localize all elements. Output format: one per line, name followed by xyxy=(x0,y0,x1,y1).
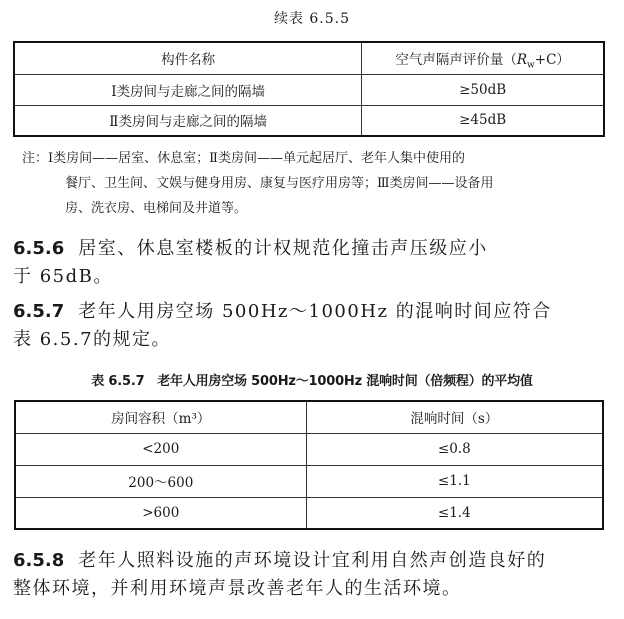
note-line: 注：Ⅰ类房间——居室、休息室；Ⅱ类房间——单元起居厅、老年人集中使用的 xyxy=(22,151,465,166)
table-header-reverb-time: 混响时间（s） xyxy=(306,401,603,433)
table-row xyxy=(14,105,604,136)
table-cell-time: ≤1.1 xyxy=(306,465,603,497)
note-line: 房、洗衣房、电梯间及井道等。 xyxy=(65,201,248,216)
table-row xyxy=(15,497,603,529)
clause-line xyxy=(13,298,613,326)
clause-657 xyxy=(13,298,613,354)
table-cell-component: Ⅱ类房间与走廊之间的隔墙 xyxy=(14,105,362,136)
table-cell-volume: >600 xyxy=(15,497,306,529)
table-cell-time: ≤0.8 xyxy=(306,433,603,465)
table-header-volume: 房间容积（m³） xyxy=(15,401,306,433)
table-row xyxy=(14,74,604,105)
clause-text: 居室、休息室楼板的计权规范化撞击声压级应小 xyxy=(78,238,488,259)
header-text-r: R xyxy=(516,52,528,69)
header-text-prefix: 空气声隔声评价量（ xyxy=(395,52,517,69)
clause-line: 表 6.5.7的规定。 xyxy=(13,329,172,350)
table-header-component-name: 构件名称 xyxy=(14,42,362,74)
table-row xyxy=(15,465,603,497)
table-657-caption: 表 6.5.7 老年人用房空场 500Hz～1000Hz 混响时间（倍频程）的平均值 xyxy=(91,374,533,389)
table-cell-volume: 200～600 xyxy=(15,465,306,497)
note-line: 餐厅、卫生间、文娱与健身用房、康复与医疗用房等；Ⅲ类房间——设备用 xyxy=(65,176,494,191)
table-cell-value: ≥50dB xyxy=(362,74,604,105)
clause-number: 6.5.8 xyxy=(13,550,65,571)
table-note xyxy=(22,146,612,221)
table-cell-volume: <200 xyxy=(15,433,306,465)
clause-number: 6.5.6 xyxy=(13,238,65,259)
clause-number: 6.5.7 xyxy=(13,301,65,322)
table-cell-time: ≤1.4 xyxy=(306,497,603,529)
clause-656 xyxy=(13,235,613,291)
clause-line xyxy=(13,547,613,575)
clause-658 xyxy=(13,547,613,603)
header-text-subscript: w xyxy=(527,60,535,71)
clause-text: 老年人用房空场 500Hz～1000Hz 的混响时间应符合 xyxy=(78,301,552,322)
clause-line: 于 65dB。 xyxy=(13,266,113,287)
table-cell-component: Ⅰ类房间与走廊之间的隔墙 xyxy=(14,74,362,105)
table-row xyxy=(15,433,603,465)
table-header-row xyxy=(15,401,603,433)
header-text-suffix: +C） xyxy=(534,52,570,69)
table-header-row xyxy=(14,42,604,74)
table-655 xyxy=(13,41,605,137)
table-655-caption: 续表 6.5.5 xyxy=(273,11,351,27)
table-cell-value: ≥45dB xyxy=(362,105,604,136)
table-header-sound-insulation xyxy=(362,42,604,74)
clause-line xyxy=(13,235,613,263)
clause-text: 老年人照料设施的声环境设计宜利用自然声创造良好的 xyxy=(78,550,547,571)
table-657 xyxy=(14,400,604,530)
clause-line: 整体环境，并利用环境声景改善老年人的生活环境。 xyxy=(13,578,462,599)
